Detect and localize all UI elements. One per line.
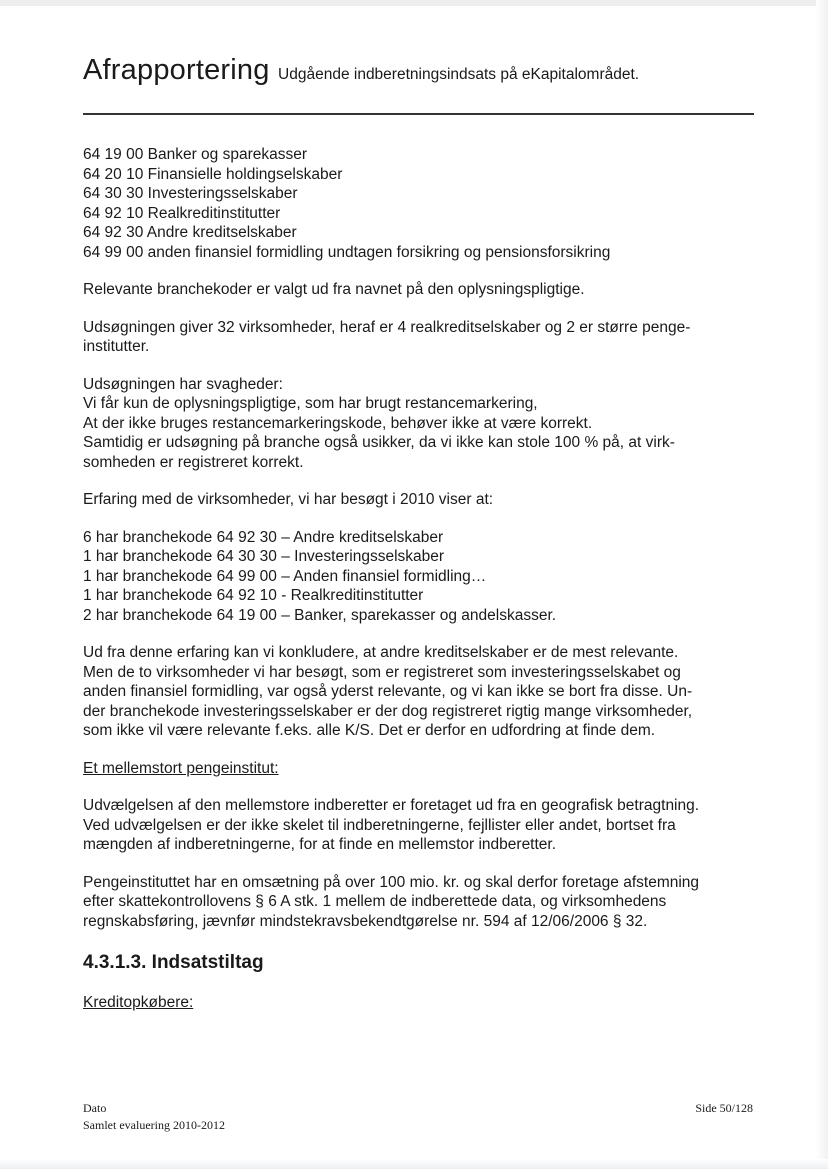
heading-indsatstiltag: 4.3.1.3. Indsatstiltag — [83, 952, 264, 973]
branch-code-item: 64 30 30 Investeringsselskaber — [83, 185, 298, 202]
paragraph-bank-info — [83, 873, 763, 932]
text-line: Pengeinstituttet har en omsætning på over 100 mio. kr. og skal derfor foretage afstemning — [83, 873, 700, 891]
paragraph-weaknesses — [83, 375, 763, 473]
branch-code-item: 64 92 30 Andre kreditselskaber — [83, 224, 297, 241]
text-line: som ikke vil være relevante f.eks. alle K/S. Det er derfor en udfordring at finde dem. — [83, 722, 656, 739]
experience-item: 6 har branchekode 64 92 30 – Andre kreditselskaber — [83, 528, 444, 546]
text-line: der branchekode investeringsselskaber er der dog registreret rigtig mange virksomheder, — [83, 702, 693, 720]
footer-left — [83, 1100, 225, 1134]
footer-right — [695, 1100, 753, 1117]
text-line: institutter. — [83, 338, 150, 355]
page-header — [83, 54, 763, 87]
paragraph-conclusion — [83, 643, 763, 741]
text-line: Samtidig er udsøgning på branche også usikker, da vi ikke kan stole 100 % på, at virk- — [83, 434, 675, 451]
branch-code-item: 64 20 10 Finansielle holdingselskaber — [83, 165, 343, 183]
text-line: somheden er registreret korrekt. — [83, 453, 304, 471]
branch-code-list — [83, 145, 763, 262]
section-title-kreditopkobere: Kreditopkøbere: — [83, 993, 194, 1011]
experience-list — [83, 528, 763, 626]
branch-code-item: 64 99 00 anden finansiel formidling undtagen forsikring og pensionsforsikring — [83, 243, 611, 261]
paragraph-search-result — [83, 318, 763, 357]
scan-edge-top — [0, 0, 828, 6]
scan-edge-right — [816, 0, 828, 1169]
text-line: Vi får kun de oplysningspligtige, som har brugt restancemarkering, — [83, 395, 538, 412]
text-line: regnskabsføring, jævnfør mindstekravsbekendtgørelse nr. 594 af 12/06/2006 § 32. — [83, 912, 648, 930]
text-line: anden finansiel formidling, var også yderst relevante, og vi kan ikke se bort fra disse. Un- — [83, 683, 693, 700]
section-title-mid-bank: Et mellemstort pengeinstitut: — [83, 759, 279, 777]
footer-date-label: Dato — [83, 1101, 107, 1115]
text-line: Udsøgningen har svagheder: — [83, 375, 283, 393]
text-line: mængden af indberetningerne, for at finde en mellemstor indberetter. — [83, 836, 557, 853]
header-title: Afrapportering — [83, 54, 270, 86]
header-divider — [83, 113, 754, 115]
branch-code-item: 64 92 10 Realkreditinstitutter — [83, 204, 281, 222]
experience-item: 1 har branchekode 64 99 00 – Anden finansiel formidling… — [83, 567, 487, 585]
text-line: Udvælgelsen af den mellemstore indberetter er foretaget ud fra en geografisk betragtning. — [83, 797, 700, 814]
text-line: Men de to virksomheder vi har besøgt, som er registreret som investeringsselskabet og — [83, 663, 681, 681]
text-line: Ud fra denne erfaring kan vi konkludere, at andre kreditselskaber er de mest relevante. — [83, 644, 679, 661]
text-line: At der ikke bruges restancemarkeringskode, behøver ikke at være korrekt. — [83, 414, 593, 432]
text-line: Ved udvælgelsen er der ikke skelet til indberetningerne, fejllister eller andet, bortset fra — [83, 816, 676, 834]
text-line: Udsøgningen giver 32 virksomheder, heraf er 4 realkreditselskaber og 2 er større penge- — [83, 318, 691, 336]
page-number: Side 50/128 — [695, 1101, 753, 1115]
experience-item: 1 har branchekode 64 92 10 - Realkreditinstitutter — [83, 587, 424, 604]
scan-edge-bottom — [0, 1159, 828, 1169]
header-subtitle: Udgående indberetningsindsats på eKapitalområdet. — [278, 66, 640, 83]
paragraph-experience-intro: Erfaring med de virksomheder, vi har besøgt i 2010 viser at: — [83, 491, 494, 508]
experience-item: 2 har branchekode 64 19 00 – Banker, sparekasser og andelskasser. — [83, 606, 557, 624]
text-line: efter skattekontrollovens § 6 A stk. 1 mellem de indberettede data, og virksomhedens — [83, 893, 667, 910]
footer-document-name: Samlet evaluering 2010-2012 — [83, 1118, 225, 1132]
paragraph-relevant-codes: Relevante branchekoder er valgt ud fra navnet på den oplysningspligtige. — [83, 281, 585, 298]
branch-code-item: 64 19 00 Banker og sparekasser — [83, 146, 308, 163]
paragraph-selection — [83, 796, 763, 855]
experience-item: 1 har branchekode 64 30 30 – Investeringsselskaber — [83, 548, 445, 565]
document-body — [83, 145, 763, 1030]
